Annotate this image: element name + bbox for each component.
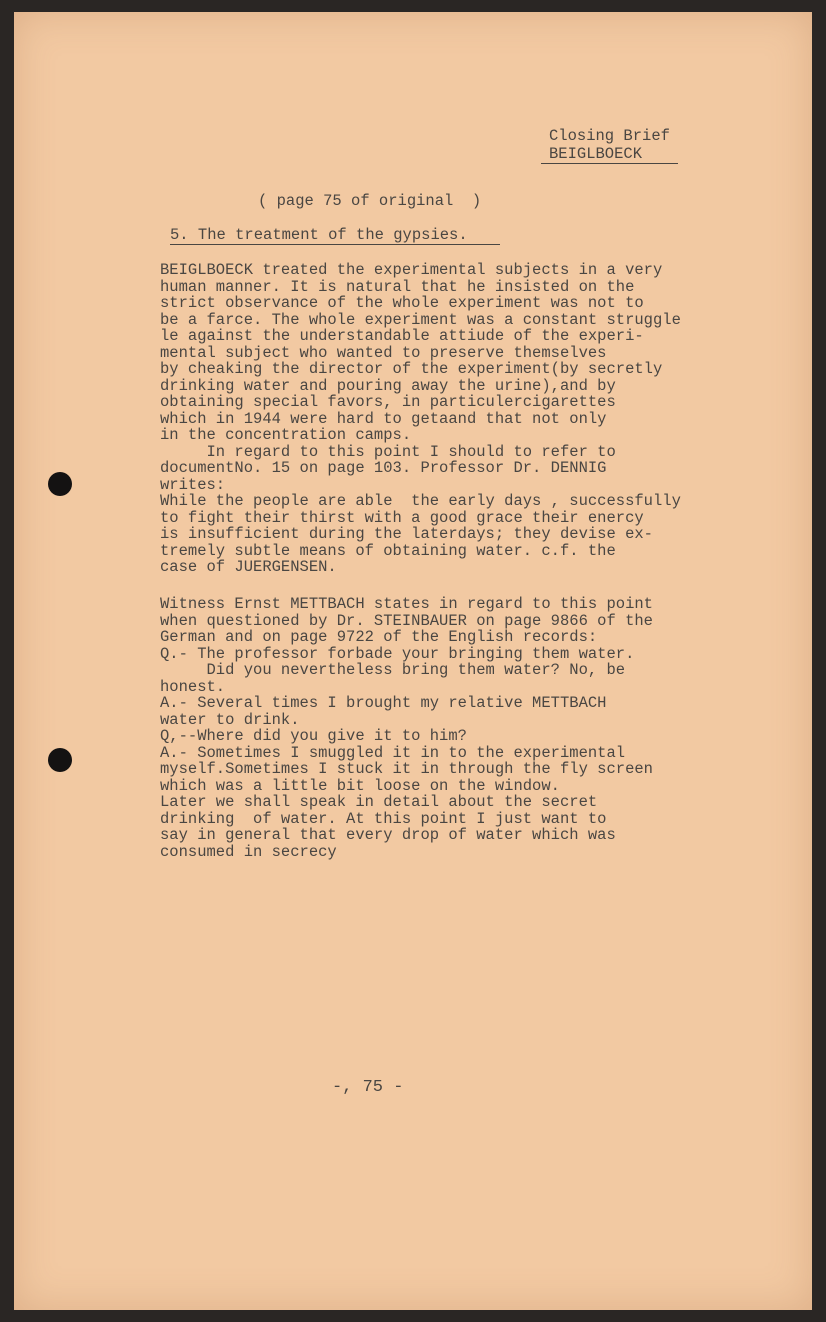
page-reference: ( page 75 of original ) <box>258 192 482 210</box>
punch-hole-bottom <box>48 748 72 772</box>
body-paragraph-2: Witness Ernst METTBACH states in regard to this point when questioned by Dr. STEINBAUER on page 9866 of the German and on page 9722 of the English records: Q.- The professor forbade your bringing them water. Did you nevertheless bring them water? No, be honest. A.- Several times I brought my relative METTBACH water to drink. Q,--Where did you give it to him? A.- Sometimes I smuggled it in to the experimental myself.Sometimes I stuck it in through the fly screen which was a little bit loose on the window. Later we shall speak in detail about the secret drinking of water. At this point I just want to say in general that every drop of water which was consumed in secrecy <box>160 595 653 861</box>
page-number: -, 75 - <box>332 1078 404 1097</box>
defendant-name: BEIGLBOECK <box>549 145 643 163</box>
section-heading: 5. The treatment of the gypsies. <box>170 226 468 244</box>
heading-underline <box>170 244 500 245</box>
document-title: Closing Brief <box>549 127 670 145</box>
header-underline <box>541 163 678 164</box>
punch-hole-top <box>48 472 72 496</box>
body-paragraph-1: BEIGLBOECK treated the experimental subjects in a very human manner. It is natural that he insisted on the strict observance of the whole experiment was not to be a farce. The whole experiment was a constant struggle le against the understandable attiude of the experi- mental subject who wanted to preserve themselves by cheaking the director of the experiment(by secretly drinking water and pouring away the urine),and by obtaining special favors, in particulercigarettes which in 1944 were hard to getaand that not only in the concentration camps. In regard to this point I should to refer to documentNo. 15 on page 103. Professor Dr. DENNIG writes: While the people are able the early days , successfully to fight their thirst with a good grace their enercy is insufficient during the laterdays; they devise ex- tremely subtle means of obtaining water. c.f. the case of JUERGENSEN. <box>160 261 681 576</box>
